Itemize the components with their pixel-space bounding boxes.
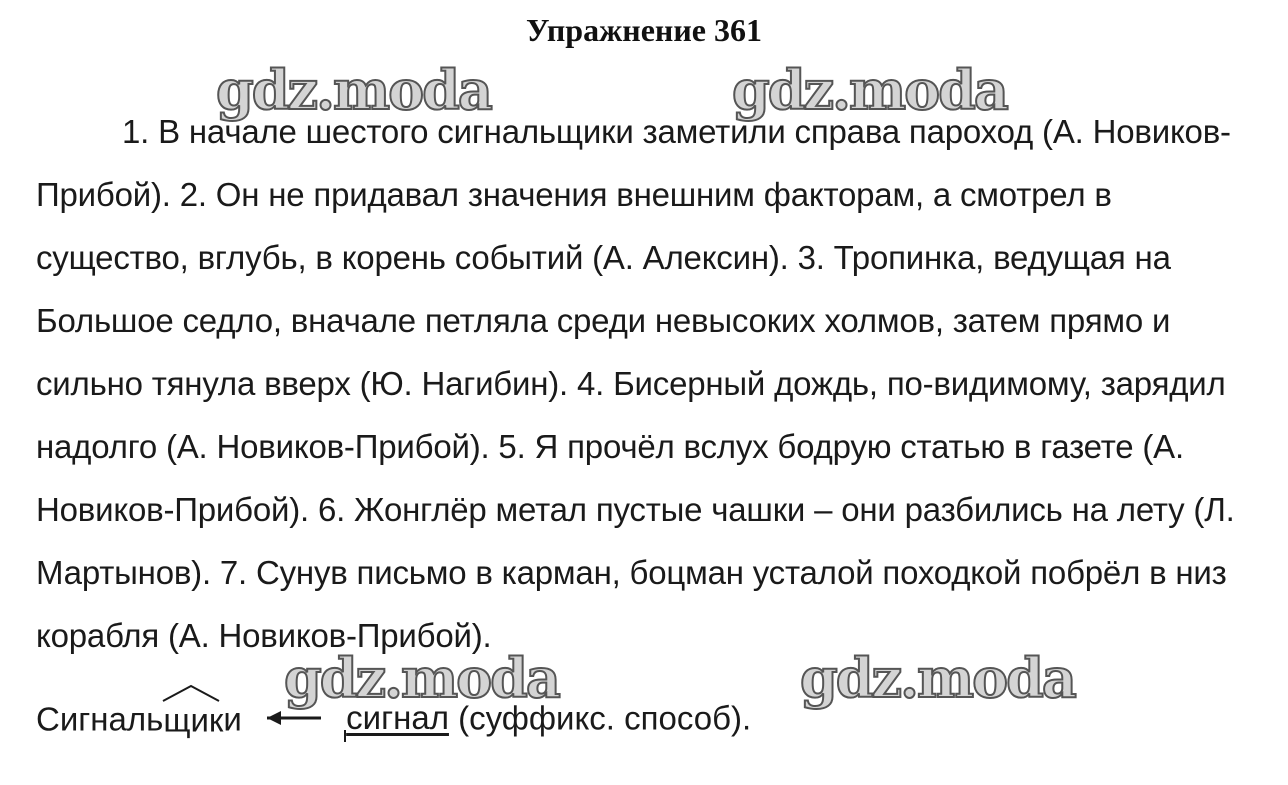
exercise-text — [36, 100, 1256, 667]
suffix-text: щик — [163, 700, 224, 738]
sentence-number: 1. — [122, 113, 150, 150]
exercise-body: В начале шестого сигнальщики заметили справа пароход (А. Новиков-Прибой). 2. Он не придавал значения внешним факторам, а смотрел в существо, вглубь, в корень событий (А. Алексин). 3. Тропинка, ведущая на Большое седло, вначале петляла среди невысоких холмов, затем прямо и сильно тянула вверх (Ю. Нагибин). 4. Бисерный дождь, по-видимому, зарядил надолго (А. Новиков-Прибой). 5. Я прочёл вслух бодрую статью в газете (А. Новиков-Прибой). 6. Жонглёр метал пустые чашки – они разбились на лету (Л. Мартынов). 7. Сунув письмо в карман, боцман усталой походкой побрёл в низ корабля (А. Новиков-Прибой). — [36, 113, 1235, 654]
watermark-bottom-right: gdz.moda — [800, 646, 1075, 710]
word-derivation — [36, 697, 751, 739]
suffix-mark — [163, 699, 223, 739]
watermark-bottom-left: gdz.moda — [284, 646, 559, 710]
watermark-top-right: gdz.moda — [732, 58, 1007, 122]
derivation-method: (суффикс. способ). — [458, 699, 752, 737]
derived-word — [36, 698, 242, 738]
exercise-title: Упражнение 361 — [525, 12, 762, 48]
derived-word-start: Сигналь — [36, 699, 164, 737]
watermark-top-left: gdz.moda — [216, 58, 491, 122]
derived-word-end: и — [223, 699, 242, 737]
source-word: сигнал — [346, 699, 449, 737]
suffix-arc-icon — [161, 683, 221, 703]
arrow-left-icon — [265, 708, 323, 728]
